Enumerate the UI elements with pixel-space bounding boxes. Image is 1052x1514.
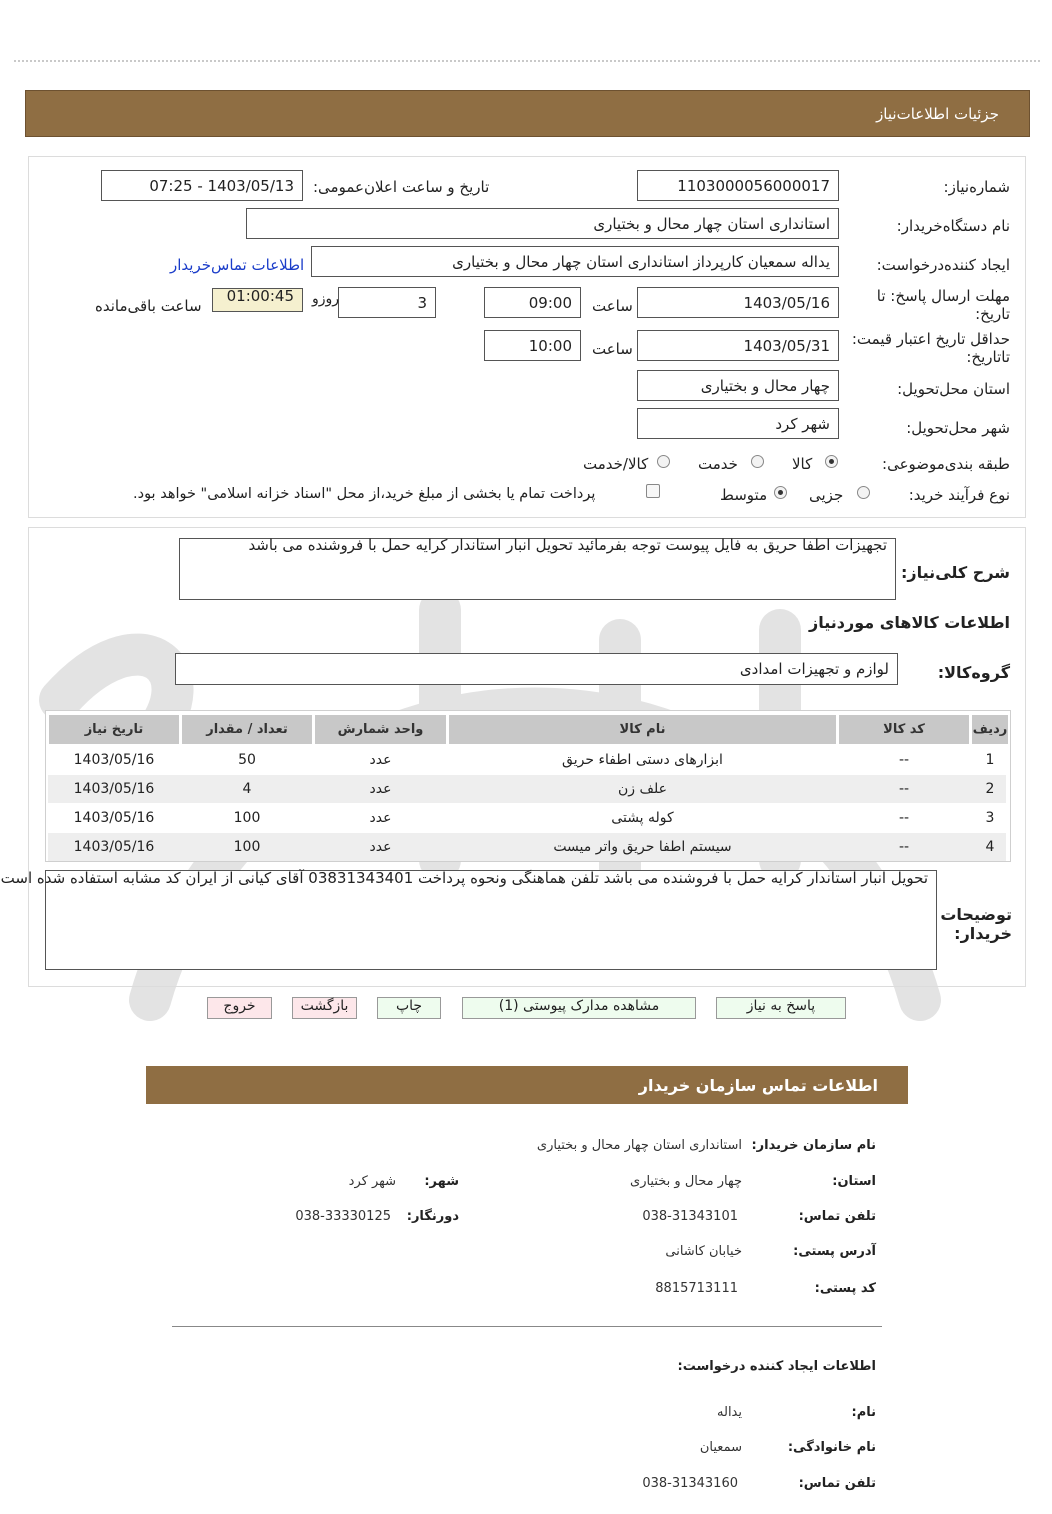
cell-code: -- xyxy=(898,810,910,826)
buyer-org-label: نام دستگاه‌خریدار: xyxy=(896,217,1010,235)
cell-qty: 50 xyxy=(238,752,256,768)
buyer-notes-label: توضیحات خریدار: xyxy=(940,905,1012,943)
process-radio-medium[interactable] xyxy=(774,486,787,499)
category-label: طبقه بندی‌موضوعی: xyxy=(882,455,1010,473)
contact-org-label: نام سازمان خریدار: xyxy=(751,1138,876,1153)
cell-qty: 100 xyxy=(233,810,261,826)
goods-group-field: لوازم و تجهیزات امدادی xyxy=(175,653,898,685)
category-option-service: خدمت xyxy=(698,455,738,473)
contact-address-label: آدرس پستی: xyxy=(793,1244,876,1259)
cell-row: 1 xyxy=(985,752,995,768)
days-field: 3 xyxy=(338,287,436,318)
cell-qty: 4 xyxy=(242,781,252,797)
contact-org-value: استانداری استان چهار محال و بختیاری xyxy=(536,1138,742,1153)
treasury-checkbox[interactable] xyxy=(646,484,660,498)
creator-title: اطلاعات ایجاد کننده درخواست: xyxy=(677,1359,876,1374)
deadline-date-field: 1403/05/16 xyxy=(637,287,839,318)
contact-divider xyxy=(172,1326,882,1327)
table-row xyxy=(48,775,1006,803)
attachments-button[interactable]: مشاهده مدارک پیوستی (1) xyxy=(462,997,696,1019)
col-qty: تعداد / مقدار xyxy=(182,715,312,744)
back-button[interactable]: بازگشت xyxy=(292,997,357,1019)
cell-date: 1403/05/16 xyxy=(73,781,155,797)
deadline-time-label: ساعت xyxy=(592,297,633,315)
table-row xyxy=(48,833,1006,861)
validity-label: حداقل تاریخ اعتبار قیمت: تاتاریخ: xyxy=(851,330,1010,366)
top-divider xyxy=(14,60,1040,62)
process-label: نوع فرآیند خرید: xyxy=(908,486,1010,504)
validity-time-label: ساعت xyxy=(592,340,633,358)
cell-row: 4 xyxy=(985,839,995,855)
table-row xyxy=(48,804,1006,832)
cell-row: 2 xyxy=(985,781,995,797)
creator-last-name-label: نام خانوادگی: xyxy=(787,1440,876,1455)
contact-address-value: خیابان کاشانی xyxy=(665,1244,742,1259)
payment-note: پرداخت تمام یا بخشی از مبلغ خرید،از محل "اسناد خزانه اسلامی" خواهد بود. xyxy=(133,486,596,502)
goods-group-label: گروه‌کالا: xyxy=(937,663,1010,682)
exit-button[interactable]: خروج xyxy=(207,997,272,1019)
cell-name: کوله پشتی xyxy=(611,810,674,826)
creator-first-name-value: یداله xyxy=(717,1405,742,1420)
contact-phone-label: تلفن تماس: xyxy=(798,1209,876,1224)
requester-field: یداله سمعیان کارپرداز استانداری استان چهار محال و بختیاری xyxy=(311,246,839,277)
summary-label: شرح کلی‌نیاز: xyxy=(901,563,1010,582)
cell-unit: عدد xyxy=(369,839,392,855)
contact-title: اطلاعات تماس سازمان خریدار xyxy=(638,1076,878,1095)
contact-phone-value: 038-31343101 xyxy=(642,1209,738,1224)
col-date: تاریخ نیاز xyxy=(49,715,179,744)
remaining-time-field: 01:00:45 xyxy=(212,288,303,312)
buyer-contact-link[interactable]: اطلاعات تماس‌خریدار xyxy=(170,256,305,274)
city-label: شهر محل‌تحویل: xyxy=(906,419,1010,437)
cell-row: 3 xyxy=(985,810,995,826)
col-unit: واحد شمارش xyxy=(315,715,446,744)
cell-unit: عدد xyxy=(369,810,392,826)
creator-phone-value: 038-31343160 xyxy=(642,1476,738,1491)
category-radio-both[interactable] xyxy=(657,455,670,468)
category-radio-service[interactable] xyxy=(751,455,764,468)
need-number-label: شماره‌نیاز: xyxy=(943,178,1010,196)
col-row: ردیف xyxy=(972,715,1008,744)
contact-city-value: شهر کرد xyxy=(348,1174,396,1189)
contact-header xyxy=(146,1066,908,1104)
print-button[interactable]: چاپ xyxy=(377,997,441,1019)
cell-name: ابزارهای دستی اطفاء حریق xyxy=(562,752,723,768)
process-option-minor: جزیی xyxy=(809,486,844,504)
days-label: روزو xyxy=(312,291,340,307)
cell-unit: عدد xyxy=(369,752,392,768)
creator-first-name-label: نام: xyxy=(851,1405,876,1420)
cell-code: -- xyxy=(898,781,910,797)
remaining-label: ساعت باقی‌مانده xyxy=(95,297,202,315)
need-number-field: 1103000056000017 xyxy=(637,170,839,201)
deadline-label: مهلت ارسال پاسخ: تا تاریخ: xyxy=(876,287,1010,323)
goods-title: اطلاعات کالاهای موردنیاز xyxy=(809,613,1010,632)
cell-qty: 100 xyxy=(233,839,261,855)
category-option-both: کالا/خدمت xyxy=(583,455,649,473)
buyer-notes-field: تحویل انبار استاندار کرایه حمل با فروشنده می باشد تلفن هماهنگی ونحوه پرداخت 03831343401 آقای کیانی از ایران کد مشابه استفاده شده است xyxy=(45,870,937,970)
requester-label: ایجاد کننده‌درخواست: xyxy=(876,256,1010,274)
cell-date: 1403/05/16 xyxy=(73,810,155,826)
creator-phone-label: تلفن تماس: xyxy=(798,1476,876,1491)
cell-unit: عدد xyxy=(369,781,392,797)
cell-date: 1403/05/16 xyxy=(73,752,155,768)
validity-time-field: 10:00 xyxy=(484,330,581,361)
buyer-org-field: استانداری استان چهار محال و بختیاری xyxy=(246,208,839,239)
province-label: استان محل‌تحویل: xyxy=(897,380,1010,398)
contact-postal-label: کد پستی: xyxy=(814,1281,876,1296)
table-row xyxy=(48,746,1006,774)
contact-postal-value: 8815713111 xyxy=(655,1281,738,1296)
contact-city-label: شهر: xyxy=(424,1174,459,1189)
contact-fax-value: 038-33330125 xyxy=(295,1209,391,1224)
contact-fax-label: دورنگار: xyxy=(406,1209,459,1224)
reply-button[interactable]: پاسخ به نیاز xyxy=(716,997,846,1019)
city-field: شهر کرد xyxy=(637,408,839,439)
creator-last-name-value: سمعیان xyxy=(699,1440,742,1455)
contact-province-label: استان: xyxy=(832,1174,876,1189)
deadline-time-field: 09:00 xyxy=(484,287,581,318)
cell-code: -- xyxy=(898,839,910,855)
category-radio-goods[interactable] xyxy=(825,455,838,468)
validity-date-field: 1403/05/31 xyxy=(637,330,839,361)
cell-code: -- xyxy=(898,752,910,768)
cell-name: علف زن xyxy=(618,781,667,797)
cell-date: 1403/05/16 xyxy=(73,839,155,855)
summary-field: تجهیزات اطفا حریق به فایل پیوست توجه بفرمائید تحویل انبار استاندار کرایه حمل با فروشنده می باشد xyxy=(179,538,896,600)
process-radio-minor[interactable] xyxy=(857,486,870,499)
col-code: کد کالا xyxy=(839,715,969,744)
contact-province-value: چهار محال و بختیاری xyxy=(630,1174,742,1189)
province-field: چهار محال و بختیاری xyxy=(637,370,839,401)
goods-table xyxy=(45,710,1011,862)
announce-label: تاریخ و ساعت اعلان‌عمومی: xyxy=(313,178,490,196)
announce-field: 1403/05/13 - 07:25 xyxy=(101,170,303,201)
page-title: جزئیات اطلاعات‌نیاز xyxy=(876,105,999,123)
page-header xyxy=(25,90,1030,137)
process-option-medium: متوسط xyxy=(720,486,768,504)
col-name: نام کالا xyxy=(449,715,836,744)
category-option-goods: کالا xyxy=(792,455,813,473)
cell-name: سیستم اطفا حریق واتر میست xyxy=(553,839,732,855)
